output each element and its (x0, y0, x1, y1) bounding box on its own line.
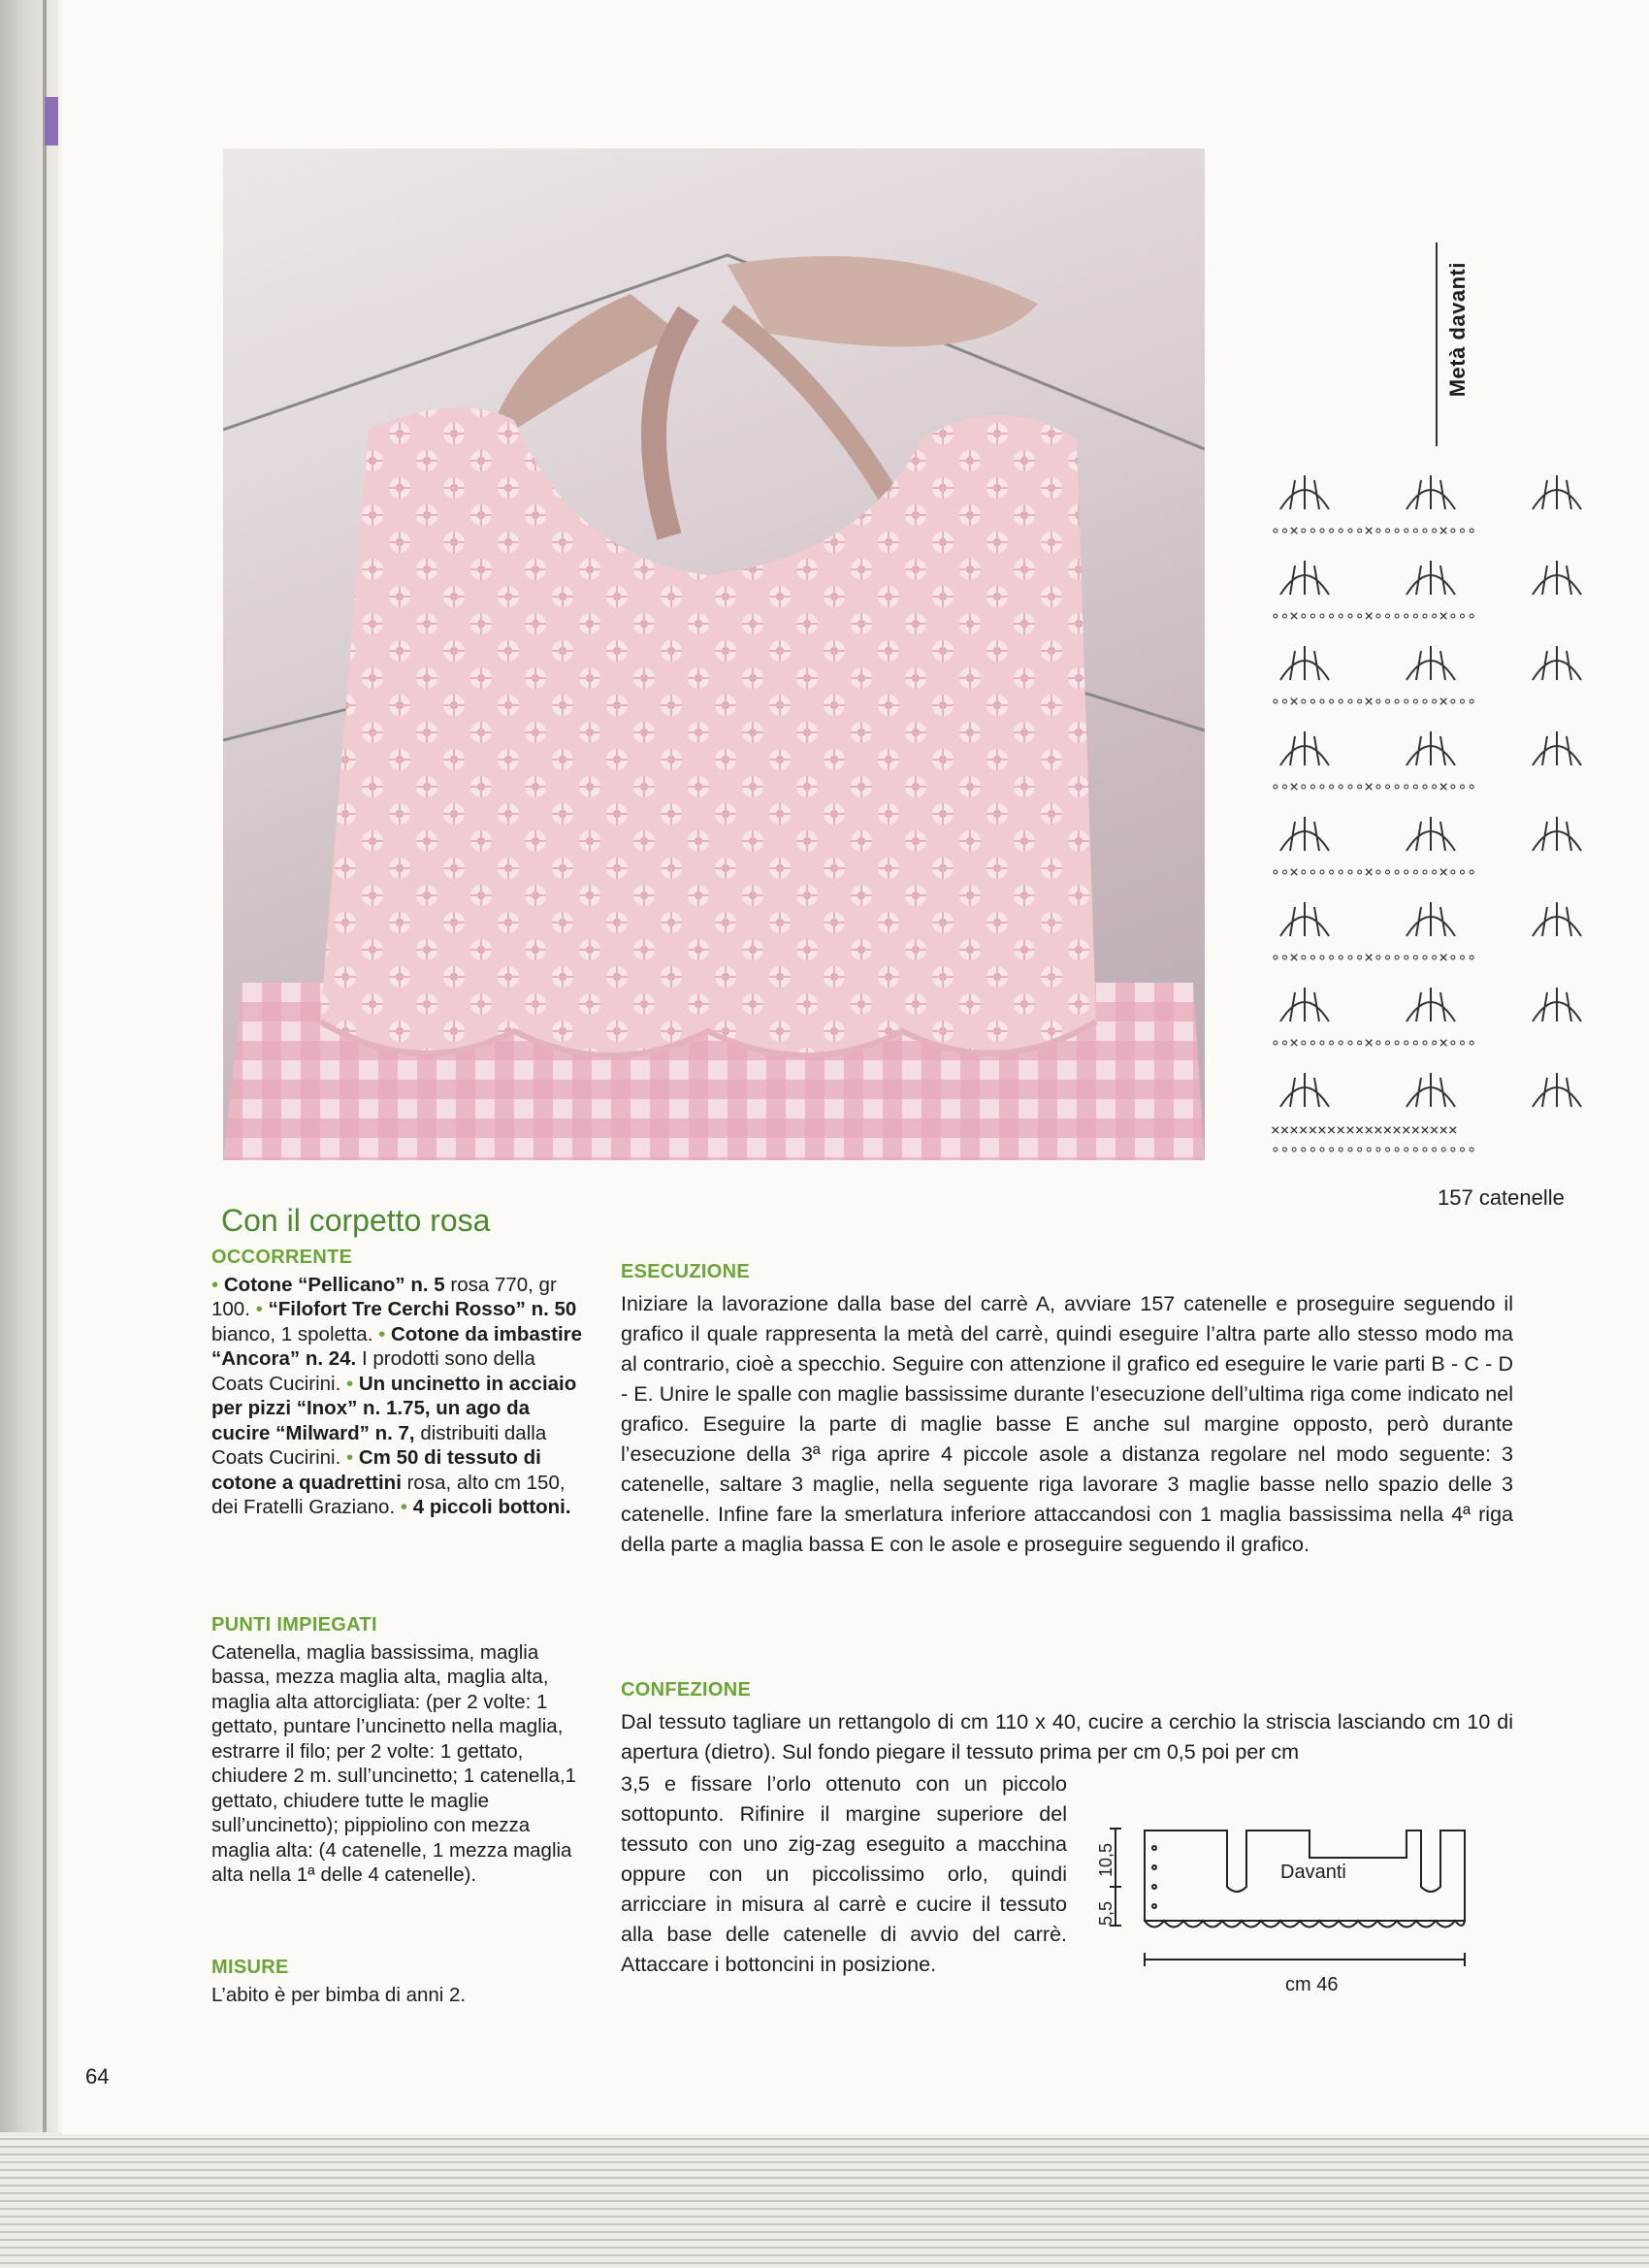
fan-row (1280, 475, 1581, 509)
front-panel-drawing (1096, 1819, 1484, 2047)
article-title: Con il corpetto rosa (221, 1203, 491, 1238)
svg-text:∘∘×∘∘∘∘∘∘∘×∘∘∘∘∘∘∘×∘∘∘: ∘∘×∘∘∘∘∘∘∘×∘∘∘∘∘∘∘×∘∘∘ (1271, 692, 1476, 710)
occorrente-item-text: bianco, 1 spoletta. (211, 1322, 373, 1345)
diagram-label: Davanti (1280, 1862, 1346, 1883)
occorrente-item-text: rosa 770, gr 100. (211, 1273, 557, 1320)
binding-stripe (43, 0, 47, 2268)
esecuzione-section (621, 1257, 1513, 1560)
page-stack-edge (0, 2132, 1649, 2268)
occorrente-item-bold: Un uncinetto in acciaio per pizzi “Inox” n. 1.75, un ago da cucire “Milward” n. 7, (211, 1372, 577, 1444)
occorrente-heading: OCCORRENTE (211, 1247, 353, 1268)
diagram-dim-upper: 10,5 (1096, 1842, 1116, 1877)
misure-heading: MISURE (211, 1957, 289, 1978)
page-binding (0, 0, 58, 2268)
svg-text:∘∘×∘∘∘∘∘∘∘×∘∘∘∘∘∘∘×∘∘∘: ∘∘×∘∘∘∘∘∘∘×∘∘∘∘∘∘∘×∘∘∘ (1271, 948, 1476, 966)
page-number: 64 (85, 2064, 110, 2089)
dress-photo (223, 148, 1205, 1160)
occorrente-item-bold: Cotone “Pellicano” n. 5 (223, 1273, 445, 1296)
binding-tab (45, 97, 58, 146)
svg-text:∘∘×∘∘∘∘∘∘∘×∘∘∘∘∘∘∘×∘∘∘: ∘∘×∘∘∘∘∘∘∘×∘∘∘∘∘∘∘×∘∘∘ (1271, 606, 1476, 625)
chart-divider (1436, 243, 1438, 446)
occorrente-list (211, 1273, 584, 1520)
occorrente-section (211, 1246, 584, 1520)
esecuzione-text: Iniziare la lavorazione dalla base del carrè A, avviare 157 catenelle e proseguire seguendo il grafico il quale rappresenta la metà del carrè, quindi eseguire l’altra parte allo stesso modo ma al contrario, cioè a specchio. Seguire con attenzione il grafico ed eseguire le varie parti B - C - D - E. Unire le spalle con maglie bassissime durante l’esecuzione dell’ultima riga come indicato nel grafico. Eseguire la parte di maglie basse E anche sul margine opposto, però durante l’esecuzione della 3ª riga aprire 4 piccole asole a distanza regolare nel modo seguente: 3 catenelle, saltare 3 maglie, nella seguente riga lavorare 3 maglie basse nello spazio delle 3 catenelle. Infine fare la smerlatura inferiore attaccandosi con 1 maglia bassissima nella 4ª riga della parte a maglia bassa E con le asole e proseguire seguendo il grafico. (621, 1292, 1513, 1556)
bullet-icon: • (255, 1298, 269, 1320)
occorrente-item-text: I prodotti sono della Coats Cucirini. (211, 1347, 535, 1395)
punti-section (211, 1613, 584, 1888)
occorrente-item-bold: Cm 50 di tessuto di cotone a quadrettini (211, 1446, 541, 1494)
front-panel-diagram (1096, 1819, 1484, 2047)
occorrente-item-bold: 4 piccoli bottoni. (412, 1496, 571, 1518)
occorrente-item-bold: “Filofort Tre Cerchi Rosso” n. 50 (268, 1298, 577, 1320)
bullet-icon: • (211, 1273, 224, 1296)
confezione-heading: CONFEZIONE (621, 1679, 752, 1701)
svg-text:∘∘×∘∘∘∘∘∘∘×∘∘∘∘∘∘∘×∘∘∘: ∘∘×∘∘∘∘∘∘∘×∘∘∘∘∘∘∘×∘∘∘ (1271, 1033, 1476, 1052)
occorrente-item-text: rosa, alto cm 150, dei Fratelli Graziano. (211, 1471, 566, 1518)
crochet-chart (1261, 466, 1649, 1164)
svg-text:∘∘×∘∘∘∘∘∘∘×∘∘∘∘∘∘∘×∘∘∘: ∘∘×∘∘∘∘∘∘∘×∘∘∘∘∘∘∘×∘∘∘ (1271, 777, 1476, 795)
punti-text: Catenella, maglia bassissima, maglia bassa, mezza maglia alta, maglia alta, maglia alta attorcigliata: (per 2 volte: 1 gettato, puntare l’uncinetto nella maglia, estrarre il filo; per 2 volte: 1 gettato, chiudere 2 m. sull’uncinetto; 1 catenella,1 gettato, chiudere tutte le maglie sull’uncinetto); pippiolino con mezza maglia alta: (4 catenelle, 1 mezza maglia alta nella 1ª delle 4 catenelle). (211, 1640, 577, 1886)
bullet-icon: • (378, 1322, 391, 1345)
esecuzione-heading: ESECUZIONE (621, 1261, 751, 1282)
punti-heading: PUNTI IMPIEGATI (211, 1614, 377, 1636)
occorrente-item-bold: Cotone da imbastire “Ancora” n. 24. (211, 1322, 583, 1370)
svg-text:××××××××××××××××××××: ×××××××××××××××××××× (1271, 1120, 1458, 1139)
bullet-icon: • (346, 1446, 359, 1469)
confezione-text-narrow: 3,5 e fissare l’orlo ottenuto con un piccolo sottopunto. Rifinire il margine superiore del tessuto con uno zig-zag eseguito a macchina oppure con un piccolissimo orlo, quindi arricciare in misura al carrè e cucire il tessuto alla base delle catenelle di avvio del carrè. Attaccare i bottoncini in posizione. (621, 1772, 1067, 1976)
occorrente-item-text: distribuiti dalla Coats Cucirini. (211, 1421, 547, 1469)
chart-side-label: Metà davanti (1445, 262, 1470, 398)
crochet-dress-illustration (223, 148, 1205, 1160)
bullet-icon: • (346, 1372, 359, 1395)
svg-text:∘∘∘∘∘∘∘∘∘∘∘∘∘∘∘∘∘∘∘∘∘∘: ∘∘∘∘∘∘∘∘∘∘∘∘∘∘∘∘∘∘∘∘∘∘ (1271, 1140, 1476, 1158)
misure-text: L’abito è per bimba di anni 2. (211, 1983, 467, 2006)
diagram-dim-lower: 5,5 (1096, 1900, 1116, 1926)
svg-text:∘∘×∘∘∘∘∘∘∘×∘∘∘∘∘∘∘×∘∘∘: ∘∘×∘∘∘∘∘∘∘×∘∘∘∘∘∘∘×∘∘∘ (1271, 862, 1476, 881)
stitch-diagram (1261, 466, 1649, 1164)
chart-caption: 157 catenelle (1438, 1185, 1565, 1210)
diagram-width-label: cm 46 (1285, 1974, 1339, 1995)
misure-section (211, 1956, 584, 2007)
svg-text:∘∘×∘∘∘∘∘∘∘×∘∘∘∘∘∘∘×∘∘∘: ∘∘×∘∘∘∘∘∘∘×∘∘∘∘∘∘∘×∘∘∘ (1271, 521, 1476, 539)
bullet-icon: • (400, 1496, 413, 1518)
confezione-text-full: Dal tessuto tagliare un rettangolo di cm 110 x 40, cucire a cerchio la striscia lasciando cm 10 di apertura (dietro). Sul fondo piegare il tessuto prima per cm 0,5 poi per cm (621, 1710, 1513, 1764)
